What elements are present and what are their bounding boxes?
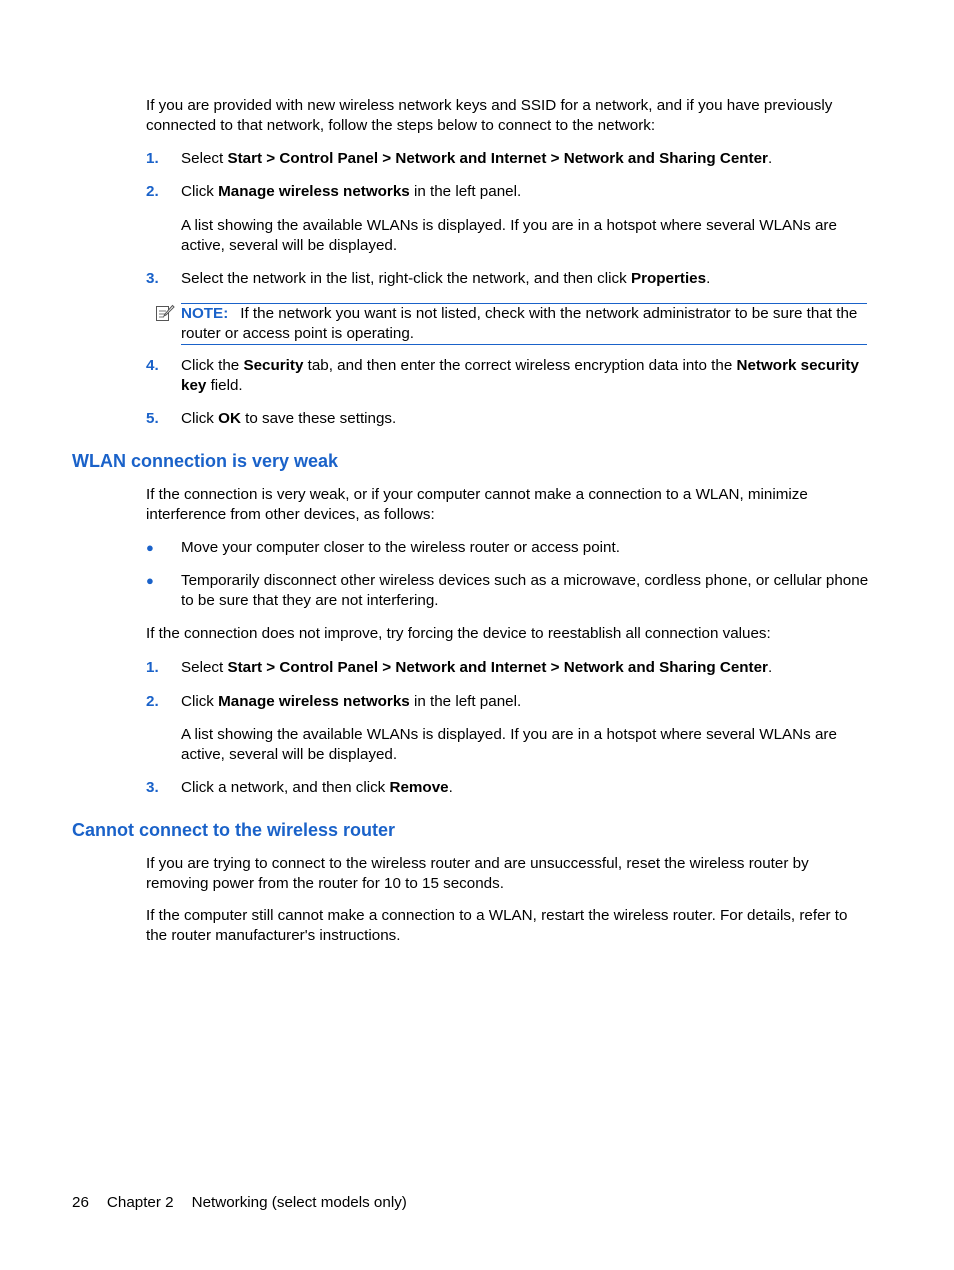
page-number: 26 bbox=[72, 1194, 89, 1211]
paragraph: If the computer still cannot make a connection to a WLAN, restart the wireless router. For details, refer to the router manufacturer's instructions. bbox=[146, 907, 848, 944]
step-result: A list showing the available WLANs is displayed. If you are in a hotspot where several WLANs are active, several will be displayed. bbox=[181, 726, 837, 763]
step-text: Click a network, and then click Remove. bbox=[181, 779, 453, 796]
note-text: If the network you want is not listed, check with the network administrator to be sure that the router or access point is operating. bbox=[181, 305, 858, 342]
intro-paragraph: If you are provided with new wireless network keys and SSID for a network, and if you have previously connected to that network, follow the steps below to connect to the network: bbox=[146, 97, 833, 134]
bullet-icon: ● bbox=[146, 540, 154, 555]
step-text: Select Start > Control Panel > Network and Internet > Network and Sharing Center. bbox=[181, 659, 773, 676]
chapter-label: Chapter 2 bbox=[106, 1194, 174, 1211]
step-text: Select the network in the list, right-click the network, and then click Properties. bbox=[181, 270, 711, 287]
step-number: 1. bbox=[146, 659, 159, 676]
section-heading: Cannot connect to the wireless router bbox=[72, 820, 396, 840]
step-text: Click Manage wireless networks in the left panel. bbox=[181, 693, 522, 710]
page-footer bbox=[72, 1193, 425, 1213]
note-box bbox=[181, 303, 867, 345]
step-text: Select Start > Control Panel > Network and Internet > Network and Sharing Center. bbox=[181, 150, 773, 167]
step-number: 2. bbox=[146, 183, 159, 200]
note-pencil-icon bbox=[155, 304, 175, 322]
section-intro: If the connection is very weak, or if your computer cannot make a connection to a WLAN, minimize interference from other devices, as follows: bbox=[146, 486, 808, 523]
step-number: 1. bbox=[146, 150, 159, 167]
step-text: Click OK to save these settings. bbox=[181, 410, 397, 427]
bullet-text: Temporarily disconnect other wireless devices such as a microwave, cordless phone, or cellular phone to be sure that they are not interfering. bbox=[181, 572, 869, 609]
bullet-icon: ● bbox=[146, 573, 154, 588]
step-text: Click the Security tab, and then enter the correct wireless encryption data into the Network security key field. bbox=[181, 357, 859, 394]
step-number: 4. bbox=[146, 357, 159, 374]
step-number: 5. bbox=[146, 410, 159, 427]
paragraph: If you are trying to connect to the wireless router and are unsuccessful, reset the wireless router by removing power from the router for 10 to 15 seconds. bbox=[146, 855, 809, 892]
paragraph: If the connection does not improve, try forcing the device to reestablish all connection values: bbox=[146, 625, 771, 642]
step-number: 3. bbox=[146, 779, 159, 796]
step-result: A list showing the available WLANs is displayed. If you are in a hotspot where several WLANs are active, several will be displayed. bbox=[181, 217, 837, 254]
chapter-title: Networking (select models only) bbox=[191, 1194, 407, 1211]
bullet-text: Move your computer closer to the wireless router or access point. bbox=[181, 539, 620, 556]
step-number: 2. bbox=[146, 693, 159, 710]
note-label: NOTE: bbox=[181, 305, 229, 322]
section-heading: WLAN connection is very weak bbox=[72, 451, 339, 471]
step-number: 3. bbox=[146, 270, 159, 287]
step-text: Click Manage wireless networks in the left panel. bbox=[181, 183, 522, 200]
